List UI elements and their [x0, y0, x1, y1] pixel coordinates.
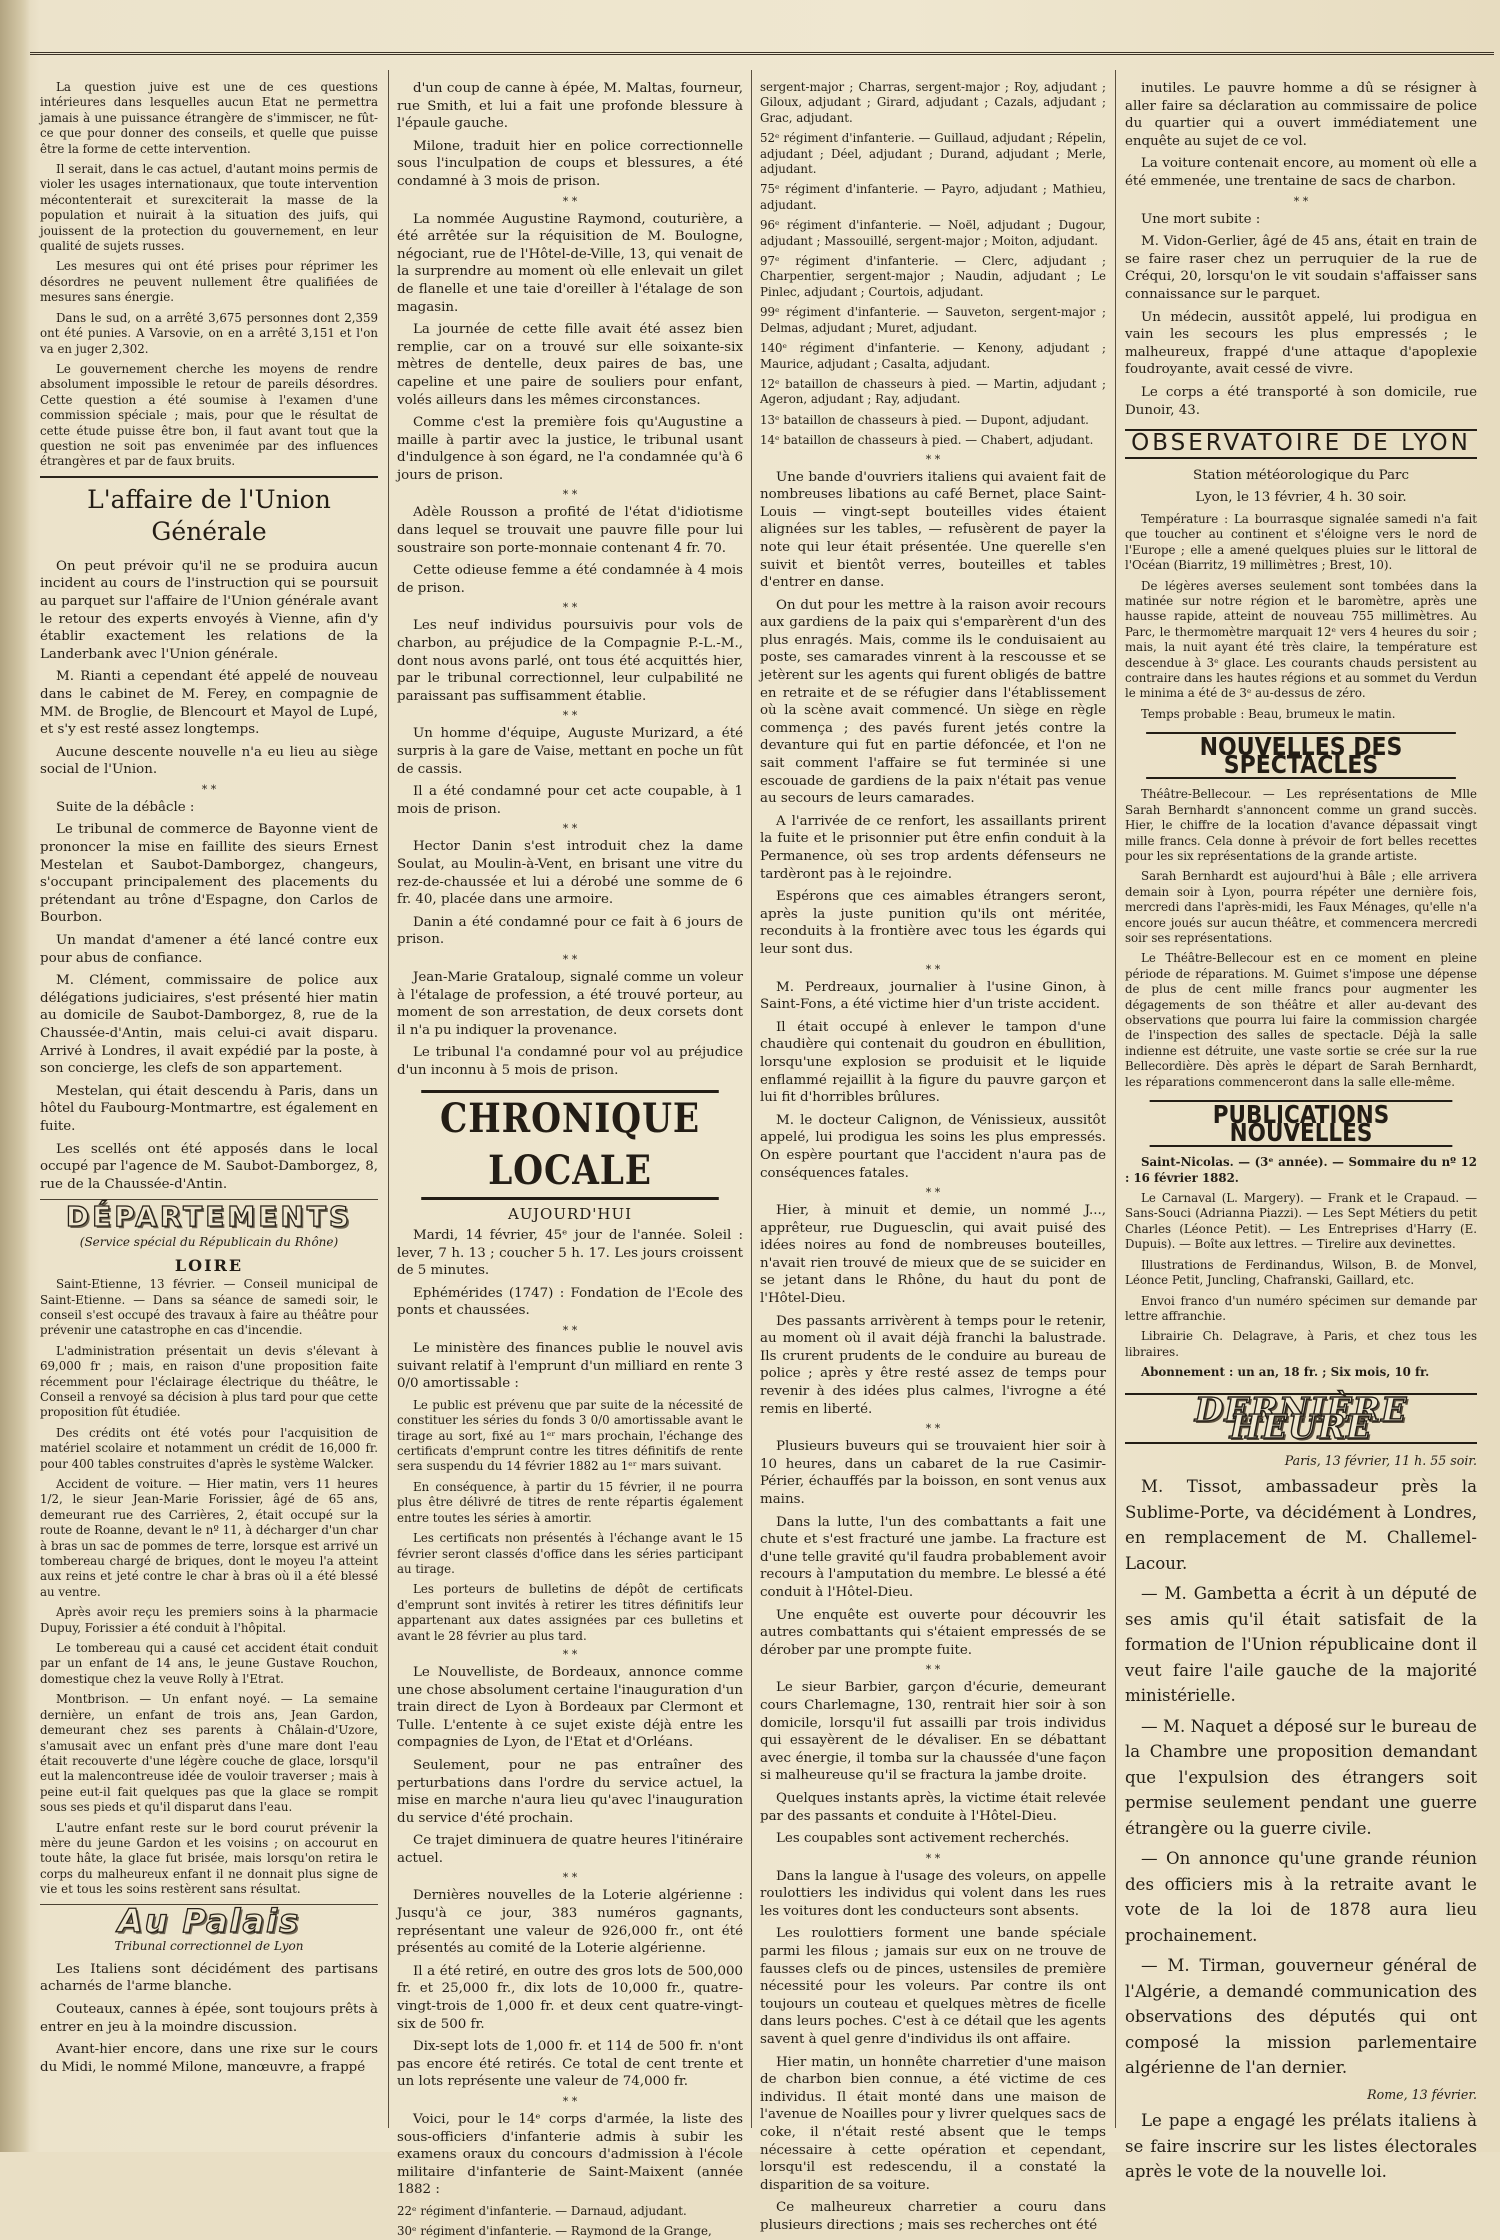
separator-asterisks: * * [562, 2095, 578, 2108]
paragraph: Espérons que ces aimables étrangers seront, après la juste punition qu'ils ont méritée, reconduits à la frontière avec tous les égards qui leur sont dus. [760, 889, 1106, 957]
paragraph: Le Carnaval (L. Margery). — Frank et le Crapaud. — Sans-Souci (Adrianna Piazzi). — Les Sept Métiers du petit Charles (Léonce Petit). — Les Entreprises d'Harry (E. Dupuis). — Boîte aux lettres. — Tirelire aux devinettes. [1125, 1191, 1477, 1252]
paragraph: La question juive est une de ces questions intérieures dans lesquelles aucun Etat ne permettra jamais à une puissance étrangère de s'immiscer, ne fût-ce que pour donner des conseils, et quelle que puisse être la forme de cette intervention. [40, 80, 378, 156]
paragraph: Hector Danin s'est introduit chez la dame Soulat, au Moulin-à-Vent, en brisant une vitre du rez-de-chaussée et lui a dérobé une somme de 6 fr. 40, placée dans une armoire. [397, 839, 743, 908]
paragraph: — M. Naquet a déposé sur le bureau de la Chambre une proposition demandant que l'expulsion des étrangers soit permise seulement pendant une guerre étrangère ou la guerre civile. [1125, 1716, 1477, 1838]
paragraph: La journée de cette fille avait été assez bien remplie, car on a trouvé sur elle soixante-six mètres de dentelle, deux paires de bas, une capeline et une paire de souliers pour enfant, volés ailleurs dans les mêmes circonstances. [397, 322, 743, 408]
paragraph: Les mesures qui ont été prises pour réprimer les désordres ne peuvent nullement être qualifiées de mesures sans énergie. [40, 259, 378, 305]
paragraph: La nommée Augustine Raymond, couturière, a été arrêtée sur la réquisition de M. Boulogne, négociant, rue de l'Hôtel-de-Ville, 13, qui venait de la surprendre au moment où elle enlevait un gilet de flanelle et une taie d'oreiller à l'étalage de son magasin. [397, 211, 743, 315]
paragraph: Hier matin, un honnête charretier d'une maison de charbon bien connue, a été victime de ces individus. Il était monté dans une maison de l'avenue de Noailles pour y livrer quelques sacs de coke, il n'était resté absent que le temps nécessaire à cette opération et cependant, lorsqu'il est redescendu, il a constaté la disparition de sa voiture. [760, 2054, 1106, 2193]
headline-chronique-locale: CHRONIQUE LOCALE [421, 1090, 719, 1200]
paragraph: Le sieur Barbier, garçon d'écurie, demeurant cours Charlemagne, 130, rentrait hier soir à son domicile, lorsqu'il fut assailli par trois individus qui essayèrent de le dévaliser. En se débattant avec énergie, il tomba sur la chaussée d'une façon si malheureuse qu'il se fractura la jambe droite. [760, 1680, 1106, 1784]
separator-asterisks: * * [562, 1647, 578, 1661]
paragraph: Voici, pour le 14ᵉ corps d'armée, la liste des sous-officiers d'infanterie admis à subir les examens oraux du concours d'admission à l'école militaire d'infanterie de Saint-Maixent (année 1882 : [397, 2112, 743, 2198]
departements-subtitle: (Service spécial du Républicain du Rhône) [79, 1234, 339, 1249]
paragraph: Quelques instants après, la victime était relevée par des passants et conduite à l'Hôtel-Dieu. [760, 1790, 1106, 1824]
list-item: 99ᵉ régiment d'infanterie. — Sauveton, sergent-major ; Delmas, adjudant ; Muret, adjudant. [760, 305, 1106, 335]
paragraph: Mestelan, qui était descendu à Paris, dans un hôtel du Faubourg-Montmartre, est également en fuite. [40, 1083, 378, 1134]
rome-dateline: Rome, 13 février. [1367, 2086, 1477, 2102]
column-2 [397, 80, 743, 2239]
paragraph: M. Perdreaux, journalier à l'usine Ginon, à Saint-Fons, a été victime hier d'un triste accident. [760, 979, 1106, 1013]
paragraph: Avant-hier encore, dans une rixe sur le cours du Midi, le nommé Milone, manœuvre, a frappé [40, 2042, 378, 2075]
paragraph: Seulement, pour ne pas entraîner des perturbations dans l'ordre du service actuel, la mise en marche n'aura lieu qu'avec l'inauguration du service d'été prochain. [397, 1757, 743, 1826]
paragraph: Des passants arrivèrent à temps pour le retenir, au moment où il avait déjà franchi la balustrade. Ils crurent prudents de le conduire au bureau de police ; après y être resté assez de temps pour revenir à des idées plus calmes, l'ivrogne a été remis en liberté. [760, 1313, 1106, 1417]
paragraph: Des crédits ont été votés pour l'acquisition de matériel scolaire et notamment un crédit de 16,000 fr. pour 400 tables construites d'après le système Walcker. [40, 1425, 378, 1471]
paragraph: Le tribunal l'a condamné pour vol au préjudice d'un inconnu à 5 mois de prison. [397, 1045, 743, 1078]
paragraph: Temps probable : Beau, brumeux le matin. [1141, 706, 1396, 721]
paragraph: Le gouvernement cherche les moyens de rendre absolument impossible le retour de pareils désordres. Cette question a été soumise à l'examen d'une commission spéciale ; mais, pour que le résultat de cette étude puisse être bon, il faut avant tout que la question ne soit pas envenimée par des influences étrangères et par de faux bruits. [40, 361, 378, 469]
list-item: 30ᵉ régiment d'infanterie. — Raymond de la Grange, [397, 2224, 712, 2239]
paragraph: Milone, traduit hier en police correctionnelle sous l'inculpation de coups et blessures, a été condamné à 3 mois de prison. [397, 138, 743, 189]
list-item: 22ᵉ régiment d'infanterie. — Darnaud, adjudant. [397, 2203, 687, 2218]
paragraph: M. le docteur Calignon, de Vénissieux, aussitôt appelé, lui prodigua les soins les plus empressés. On espère pourtant que l'accident n'aura pas de conséquences fatales. [760, 1112, 1106, 1181]
list-item: sergent-major ; Charras, sergent-major ; Roy, adjudant ; Giloux, adjudant ; Girard, adjudant ; Cazals, adjudant ; Grac, adjudant. [760, 80, 1106, 125]
separator-asterisks: * * [925, 962, 941, 976]
paragraph: Les roulottiers forment une bande spéciale parmi les filous ; jamais sur eux on ne trouve de fausses clefs ou de pinces, ustensiles de première nécessité pour les voleurs. Par contre ils ont toujours un couteau et quelques mètres de ficelle dans leurs poches. C'est à ce détail que les agents savent à quel genre d'individus ils ont affaire. [760, 1926, 1106, 2048]
paragraph: Le tribunal de commerce de Bayonne vient de prononcer la mise en faillite des sieurs Ernest Mestelan et Saubot-Damborgez, changeurs, s'occupant principalement des placements du prétendant au trône d'Espagne, don Carlos de Bourbon. [40, 822, 378, 926]
headline-au-palais: Au Palais [117, 1901, 301, 1940]
paragraph: Le public est prévenu que par suite de la nécessité de constituer les séries du fonds 3 0/0 amortissable avant le tirage au sort, fixé au 1ᵉʳ mars prochain, l'échange des certificats d'emprunt contre les titres définitifs de rente sera suspendu du 14 février 1882 au 1ᵉʳ mars suivant. [397, 1397, 743, 1474]
paragraph: Une mort subite : [1141, 211, 1261, 227]
paragraph: d'un coup de canne à épée, M. Maltas, fourneur, rue Smith, et lui a fait une profonde blessure à l'épaule gauche. [397, 81, 743, 132]
palais-subtitle: Tribunal correctionnel de Lyon [114, 1939, 304, 1954]
derniere-heure-dateline: Paris, 13 février, 11 h. 55 soir. [1284, 1452, 1477, 1468]
article-union-generale [40, 558, 378, 779]
separator-asterisks: * * [925, 452, 941, 466]
paragraph: — M. Gambetta a écrit à un député de ses amis qu'il était satisfait de la formation de l'Union républicaine dont il veut faire l'aile gauche de la majorité ministérielle. [1125, 1584, 1477, 1706]
section-rule [40, 476, 378, 478]
separator-asterisks: * * [562, 601, 578, 615]
list-item: 14ᵉ bataillon de chasseurs à pied. — Chabert, adjudant. [760, 433, 1094, 448]
paragraph: Température : La bourrasque signalée samedi n'a fait que toucher au continent et s'éloigne vers le nord de l'Europe ; elle a amené quelques pluies sur le littoral de l'Océan (Biarritz, 19 millimètres ; Brest, 10). [1125, 511, 1477, 573]
paragraph: Saint-Etienne, 13 février. — Conseil municipal de Saint-Etienne. — Dans sa séance de samedi soir, le conseil s'est occupé des travaux à faire au théâtre pour prévenir une catastrophe en cas d'incendie. [40, 1277, 378, 1338]
region-heading-loire: LOIRE [174, 1255, 244, 1275]
paragraph: Accident de voiture. — Hier matin, vers 11 heures 1/2, le sieur Jean-Marie Forissier, âgé de 65 ans, demeurant rue des Carrières, 2, était occupé sur la route de Roanne, devant le nº 11, à décharger d'un char à bras un sac de pommes de terre, lorsque est arrivé un tombereau chargé de briques, dont le moyeu l'a atteint aux reins et jeté contre le char à bras où il a été blessé au ventre. [40, 1477, 378, 1599]
page-edge-shadow [0, 0, 30, 2152]
paragraph: L'administration présentait un devis s'élevant à 69,000 fr ; mais, en raison d'une proposition faite récemment pour l'éclairage électrique du théâtre, le Conseil a renvoyé sa décision à plus tard pour que cette proposition fût étudiée. [40, 1343, 378, 1420]
paragraph: Danin a été condamné pour ce fait à 6 jours de prison. [397, 914, 743, 948]
paragraph: Ephémérides (1747) : Fondation de l'Ecole des ponts et chaussées. [397, 1285, 743, 1319]
paragraph: La voiture contenait encore, au moment où elle a été emmenée, une trentaine de sacs de charbon. [1125, 156, 1477, 189]
paragraph: Mardi, 14 février, 45ᵉ jour de l'année. Soleil : lever, 7 h. 13 ; coucher 5 h. 17. Les jours croissent de 5 minutes. [397, 1228, 743, 1279]
paragraph: Théâtre-Bellecour. — Les représentations de Mlle Sarah Bernhardt s'annoncent comme un grand succès. Hier, le chiffre de la location d'avance dépassait vingt mille francs. Cela donne à prévoir de fort belles recettes pour les six représentations de la grande artiste. [1125, 787, 1477, 863]
paragraph: On peut prévoir qu'il ne se produira aucun incident au cours de l'instruction qui se poursuit au parquet sur l'affaire de l'Union générale avant le retour des experts envoyés à Vienne, afin d'y établir exactement les relations de la Landerbank avec l'Union générale. [40, 558, 378, 662]
paragraph: M. Rianti a cependant été appelé de nouveau dans le cabinet de M. Ferey, en compagnie de MM. de Broglie, de Blencourt et Mayol de Lupé, et s'y est resté assez longtemps. [40, 669, 378, 738]
paragraph: Ce malheureux charretier a couru dans plusieurs directions ; mais ses recherches ont été [760, 2200, 1106, 2233]
column-3 [760, 80, 1106, 2233]
paragraph: Dans le sud, on a arrêté 3,675 personnes dont 2,359 ont été punies. A Varsovie, on en a arrêté 3,151 et l'on va en juger 2,302. [40, 310, 378, 356]
paragraph: Illustrations de Ferdinandus, Wilson, B. de Monvel, Léonce Petit, Juncling, Chafranski, Gaillard, etc. [1125, 1257, 1477, 1288]
paragraph: Une bande d'ouvriers italiens qui avaient fait de nombreuses libations au café Bernet, place Saint-Louis — vingt-sept bouteilles vides étaient alignées sur les tables, — refusèrent de payer la note qui leur était présentée. Une querelle s'en suivit et bientôt verres, bouteilles et tables d'entrer en danse. [760, 469, 1106, 591]
paragraph: De légères averses seulement sont tombées dans la matinée sur notre région et le baromètre, après une hausse rapide, atteint de nouveau 755 millimètres. Au Parc, le thermomètre marquait 12ᵉ vers 4 heures du soir ; mais, la nuit ayant été très claire, la température est descendue à 3ᵉ glace. Les courants chauds persistent au contraire dans les hautes régions et au sommet du Verdun le minima a été de 3ᵉ au-dessus de zéro. [1125, 578, 1477, 701]
list-item: 52ᵉ régiment d'infanterie. — Guillaud, adjudant ; Répelin, adjudant ; Déel, adjudant ; Durand, adjudant ; Merle, adjudant. [760, 131, 1106, 177]
paragraph: Librairie Ch. Delagrave, à Paris, et chez tous les libraires. [1125, 1329, 1477, 1359]
separator-asterisks: * * [925, 1663, 941, 1677]
headline-union-generale: L'affaire de l'Union Générale [87, 484, 331, 546]
paragraph: — M. Tirman, gouverneur général de l'Algérie, a demandé communication des observations des députés qui ont composé la mission parlementaire algérienne de l'an dernier. [1125, 1956, 1477, 2078]
paragraph: Il a été condamné pour cet acte coupable, à 1 mois de prison. [397, 784, 743, 817]
paragraph: M. Clément, commissaire de police aux délégations judiciaires, s'est présenté hier matin au domicile de Saubot-Damborgez, 8, rue de la Chaussée-d'Antin, mais celui-ci avait disparu. Arrivé à Londres, il avait expédié par la poste, à son concierge, les clefs de son appartement. [40, 973, 378, 1077]
paragraph: A l'arrivée de ce renfort, les assaillants prirent la fuite et le prisonnier put être enfin conduit à la Permanence, où ses trop ardents défenseurs ne tardèront pas à le rejoindre. [760, 813, 1106, 882]
paragraph: Abonnement : un an, 18 fr. ; Six mois, 10 fr. [1141, 1365, 1430, 1380]
separator-asterisks: * * [925, 1186, 941, 1200]
paragraph: Ce trajet diminuera de quatre heures l'itinéraire actuel. [397, 1833, 743, 1866]
paragraph: Les certificats non présentés à l'échange avant le 15 février seront classés d'office dans les séries participant au tirage. [397, 1531, 743, 1576]
paragraph: Suite de la débâcle : [56, 799, 195, 815]
paragraph: Dix-sept lots de 1,000 fr. et 114 de 500 fr. n'ont pas encore été retirés. Ce total de cent trente et un lots représente une valeur de 74,000 fr. [397, 2039, 743, 2090]
header-rule [30, 52, 1494, 55]
paragraph: Saint-Nicolas. — (3ᵉ année). — Sommaire du nº 12 : 16 février 1882. [1125, 1155, 1477, 1185]
paragraph: Il serait, dans le cas actuel, d'autant moins permis de violer les usages internationaux, que toute intervention mécontenterait et surexciterait la masse de la population et nuirait à la situation des juifs, qui jouissent de la protection du gouvernement, en leur qualité de sujets russes. [40, 162, 378, 254]
paragraph: Envoi franco d'un numéro spécimen sur demande par lettre affranchie. [1125, 1293, 1477, 1323]
list-item: 12ᵉ bataillon de chasseurs à pied. — Martin, adjudant ; Ageron, adjudant ; Ray, adjudant. [760, 376, 1106, 407]
paragraph: Le tombereau qui a causé cet accident était conduit par un enfant de 14 ans, le jeune Gustave Rouchon, domestique chez la veuve Rolly à l'Etrat. [40, 1641, 378, 1686]
paragraph: Dans la langue à l'usage des voleurs, on appelle roulottiers les individus qui volent dans les rues les voitures dont les conducteurs sont absents. [760, 1868, 1106, 1919]
paragraph: Un médecin, aussitôt appelé, lui prodigua en vain les secours les plus empressés ; le malheureux, frappé d'une attaque d'apoplexie foudroyante, avait cessé de vivre. [1125, 309, 1477, 378]
paragraph: L'autre enfant reste sur le bord courut prévenir la mère du jeune Gardon et les voisins ; on accourut en toute hâte, la glace fut brisée, mais lorsqu'on retira le corps du malheureux enfant il ne donnait plus signe de vie et tous les soins restèrent sans résultat. [40, 1820, 378, 1897]
paragraph: On dut pour les mettre à la raison avoir recours aux gardiens de la paix qui s'emparèrent d'un des plus enragés. Mais, comme ils le conduisaient au poste, ses camarades vinrent à la rescousse et se jetèrent sur les agents qui furent obligés de battre en retraite et de se réfugier dans l'établissement où la scène avait commencé. Un siège en règle commença ; des pavés furent jetés contre la devanture qui fut en partie défoncée, et l'on ne sait comment l'affaire se fut terminée si une escouade de gardiens de la paix n'était pas venue au secours de leurs camarades. [760, 597, 1106, 807]
paragraph: Hier, à minuit et demie, un nommé J..., apprêteur, rue Duguesclin, qui avait puisé des idées noires au fond de nombreuses bouteilles, n'avait rien trouvé de mieux que de se suicider en se jetant dans le Rhône, du haut du pont de l'Hôtel-Dieu. [760, 1203, 1106, 1307]
headline-observatoire: OBSERVATOIRE DE LYON [1125, 429, 1477, 459]
paragraph: M. Vidon-Gerlier, âgé de 45 ans, était en train de se faire raser chez un perruquier de la rue de Créqui, 20, lorsqu'on le vit soudain s'affaisser sans connaissance sur le parquet. [1125, 234, 1477, 302]
paragraph: — On annonce qu'une grande réunion des officiers mis à la retraite avant le vote de la loi de 1878 aura lieu prochainement. [1125, 1849, 1477, 1945]
headline-publications-nouvelles: PUBLICATIONS NOUVELLES [1150, 1100, 1453, 1147]
column-rule [751, 70, 752, 2128]
separator-asterisks: * * [562, 1871, 578, 1885]
paragraph: Cette odieuse femme a été condamnée à 4 mois de prison. [397, 563, 743, 596]
aujourdhui-heading: AUJOURD'HUI [507, 1204, 633, 1223]
paragraph: Dans la lutte, l'un des combattants a fait une chute et s'est fracturé une jambe. La fracture est d'une telle gravité qu'il faudra probablement avoir recours à l'amputation du membre. Le blessé a été conduit à l'Hôtel-Dieu. [760, 1514, 1106, 1600]
paragraph: Les coupables sont activement recherchés. [776, 1831, 1070, 1847]
separator-asterisks: * * [1293, 194, 1309, 208]
paragraph: Couteaux, cannes à épée, sont toujours prêts à entrer en jeu à la moindre discussion. [40, 2001, 378, 2035]
article-loire [40, 1277, 378, 1897]
paragraph: Dernières nouvelles de la Loterie algérienne : Jusqu'à ce jour, 383 numéros gagnants, représentant une valeur de 926,000 fr., ont été présentés au comité de la Loterie algérienne. [397, 1888, 743, 1957]
paragraph: Il a été retiré, en outre des gros lots de 500,000 fr. et 25,000 fr., dix lots de 10,000 fr., quatre-vingt-trois de 1,000 fr. et deux cent quatre-vingt-six de 500 fr. [397, 1963, 743, 2032]
separator-asterisks: * * [201, 782, 217, 796]
paragraph: Le Nouvelliste, de Bordeaux, annonce comme une chose absolument certaine l'inauguration d'un train direct de Lyon à Bordeaux par Clermont et Tulle. L'entente à ce sujet existe déjà entre les compagnies de Lyon, de l'Etat et d'Orléans. [397, 1664, 743, 1751]
separator-asterisks: * * [562, 488, 578, 502]
paragraph: M. Tissot, ambassadeur près la Sublime-Porte, va décidément à Londres, en remplacement de M. Challemel-Lacour. [1125, 1477, 1477, 1573]
paragraph: Adèle Rousson a profité de l'état d'idiotisme dans lequel se trouvait une pauvre fille pour lui soustraire son porte-monnaie contenant 4 fr. 70. [397, 505, 743, 556]
paragraph: Sarah Bernhardt est aujourd'hui à Bâle ; elle arrivera demain soir à Lyon, pourra répéter une dernière fois, mercredi dans l'après-midi, les Faux Ménages, qu'elle n'a encore joués sur aucun théâtre, et commencera mercredi soir ses représentations. [1125, 869, 1477, 945]
list-item: 75ᵉ régiment d'infanterie. — Payro, adjudant ; Mathieu, adjudant. [760, 182, 1106, 212]
paragraph: Les neuf individus poursuivis pour vols de charbon, au préjudice de la Compagnie P.-L.-M., dont nous avons parlé, ont tous été acquittés hier, par le tribunal correctionnel, leur culpabilité ne paraissant pas suffisamment établie. [397, 618, 743, 704]
paragraph: En conséquence, à partir du 15 février, il ne pourra plus être délivré de titres de rente répartis également entre toutes les séries à amortir. [397, 1479, 743, 1525]
paragraph: Comme c'est la première fois qu'Augustine a maille à partir avec la justice, le tribunal usant d'indulgence à son égard, ne l'a condamnée qu'à 6 jours de prison. [397, 415, 743, 483]
list-item: 96ᵉ régiment d'infanterie. — Noël, adjudant ; Dugour, adjudant ; Massouillé, sergent-major ; Moiton, adjudant. [760, 218, 1106, 248]
paragraph: Jean-Marie Grataloup, signalé comme un voleur à l'étalage de profession, a été trouvé porteur, au moment de son arrestation, de deux corsets dont il n'a pu indiquer la provenance. [397, 969, 743, 1038]
paragraph: Aucune descente nouvelle n'a eu lieu au siège social de l'Union. [40, 744, 378, 778]
list-item: 140ᵉ régiment d'infanterie. — Kenony, adjudant ; Maurice, adjudant ; Casalta, adjudant. [760, 341, 1106, 371]
paragraph: Les porteurs de bulletins de dépôt de certificats d'emprunt sont invités à retirer les titres définitifs leur appartenant aux dates assignées par ces bulletins et avant le 28 février au plus tard. [397, 1582, 743, 1643]
headline-derniere-heure: DERNIÈRE HEURE [1125, 1393, 1477, 1444]
paragraph: Un homme d'équipe, Auguste Murizard, a été surpris à la gare de Vaise, mettant en poche un fût de cassis. [397, 726, 743, 777]
paragraph: Une enquête est ouverte pour découvrir les autres combattants qui s'étaient empressés de se dérober par une prompte fuite. [760, 1607, 1106, 1658]
separator-asterisks: * * [925, 1851, 941, 1865]
headline-departements: DÉPARTEMENTS [65, 1200, 353, 1234]
article-palais [40, 1961, 378, 2077]
paragraph: Plusieurs buveurs qui se trouvaient hier soir à 10 heures, dans un cabaret de la rue Casimir-Périer, échauffés par la boisson, en sont venus aux mains. [760, 1439, 1106, 1507]
separator-asterisks: * * [925, 1422, 941, 1436]
paragraph: Le ministère des finances publie le nouvel avis suivant relatif à l'emprunt d'un milliard en rente 3 0/0 amortissable : [397, 1341, 743, 1392]
separator-asterisks: * * [562, 952, 578, 966]
list-item: 13ᵉ bataillon de chasseurs à pied. — Dupont, adjudant. [760, 412, 1089, 427]
column-rule [1115, 70, 1116, 2128]
list-item: 97ᵉ régiment d'infanterie. — Clerc, adjudant ; Charpentier, sergent-major ; Naudin, adjudant ; Le Pinlec, adjudant ; Courtois, adjudant. [760, 254, 1106, 299]
column-rule [388, 70, 389, 2128]
observatoire-dateline: Lyon, le 13 février, 4 h. 30 soir. [1195, 490, 1407, 506]
separator-asterisks: * * [562, 1324, 578, 1338]
column-1 [40, 80, 378, 2128]
separator-asterisks: * * [562, 709, 578, 723]
column-4 [1125, 80, 1477, 2182]
headline-nouvelles-spectacles: NOUVELLES DES SPECTACLES [1146, 732, 1456, 779]
article-debacle [40, 799, 378, 1193]
paragraph: Les scellés ont été apposés dans le local occupé par l'agence de M. Saubot-Damborgez, 8, rue de la Chaussée-d'Antin. [40, 1141, 378, 1192]
paragraph: Les Italiens sont décidément des partisans acharnés de l'arme blanche. [40, 1961, 378, 1995]
paragraph: Le pape a engagé les prélats italiens à se faire inscrire sur les listes électorales après le vote de la nouvelle loi. [1125, 2111, 1477, 2182]
separator-asterisks: * * [562, 194, 578, 208]
separator-asterisks: * * [562, 822, 578, 836]
paragraph: inutiles. Le pauvre homme a dû se résigner à aller faire sa déclaration au commissaire de police du quartier qui a ouvert immédiatement une enquête au sujet de ce vol. [1125, 81, 1477, 149]
paragraph: Il était occupé à enlever le tampon d'une chaudière qui contenait du goudron en ébullition, lorsqu'une explosion se produisit et le liquide enflammé rejaillit à la figure du pauvre garçon et lui fit d'horribles brûlures. [760, 1019, 1106, 1106]
paragraph: Montbrison. — Un enfant noyé. — La semaine dernière, un enfant de trois ans, Jean Gardon, demeurant chez ses parents à Châlain-d'Uzore, s'amusait avec un enfant près d'une mare dont l'eau était recouverte d'une légère couche de glace, lorsqu'il eut la malencontreuse idée de vouloir traverser ; mais à peine eut-il fait quelques pas que la glace se rompit sous ses pieds et qu'il disparut dans l'eau. [40, 1692, 378, 1815]
paragraph: Après avoir reçu les premiers soins à la pharmacie Dupuy, Forissier a été conduit à l'hôpital. [40, 1605, 378, 1635]
paragraph: Le corps a été transporté à son domicile, rue Dunoir, 43. [1125, 384, 1477, 418]
observatoire-subtitle: Station météorologique du Parc [1193, 467, 1409, 483]
paragraph: Le Théâtre-Bellecour est en ce moment en pleine période de réparations. M. Guimet s'impose une dépense de plus de cent mille francs pour augmenter les dégagements de son théâtre et aller au-devant des observations que pourra lui faire la commission chargée de l'inspection des salles de spectacle. Déjà la salle indienne est détruite, une vaste sortie se crée sur la rue Bellecordière. Dès après le départ de Sarah Bernhardt, les réparations commenceront dans la salle elle-même. [1125, 951, 1477, 1089]
paragraph: Un mandat d'amener a été lancé contre eux pour abus de confiance. [40, 933, 378, 966]
article-question-juive [40, 80, 378, 470]
